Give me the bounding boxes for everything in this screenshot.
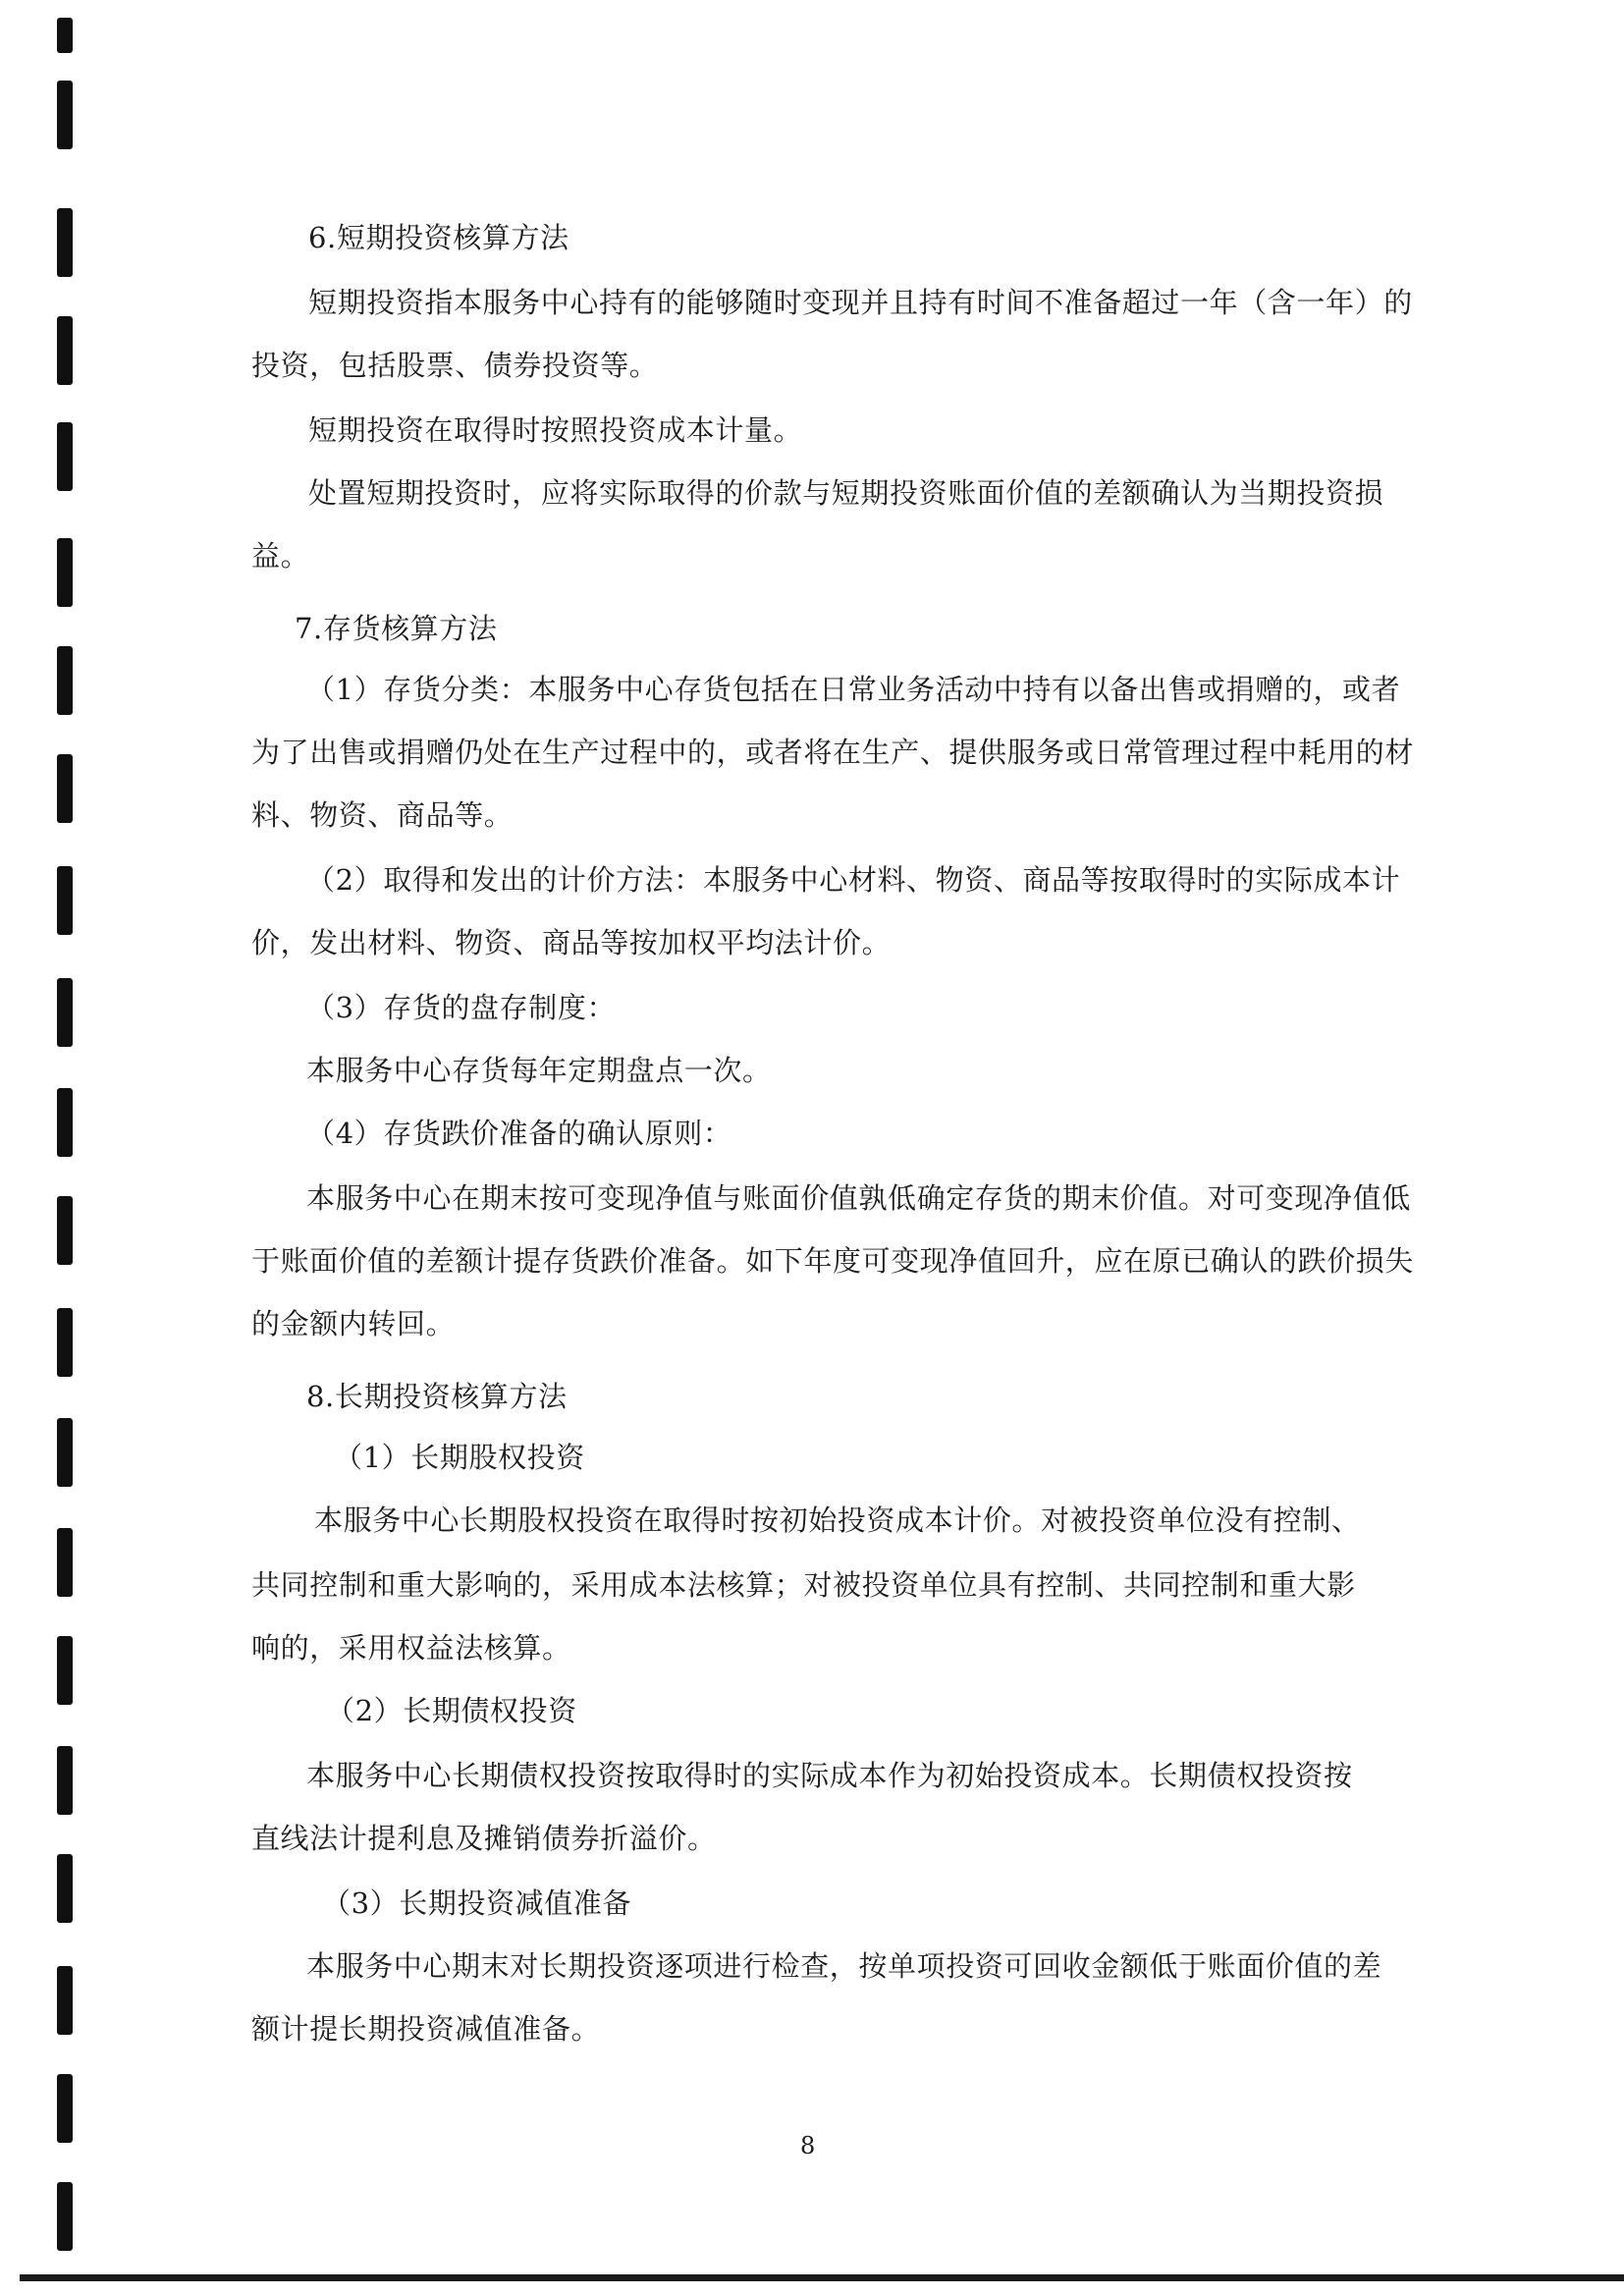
paragraph-line: （1）存货分类：本服务中心存货包括在日常业务活动中持有以备出售或捐赠的，或者 xyxy=(306,673,1401,706)
binding-mark xyxy=(57,1636,73,1705)
paragraph-line: 料、物资、商品等。 xyxy=(251,798,514,832)
binding-mark xyxy=(57,81,73,149)
bottom-edge-rule xyxy=(20,2274,1624,2281)
binding-mark xyxy=(57,316,73,385)
paragraph-line: 益。 xyxy=(251,539,310,573)
section-8-title: 8.长期投资核算方法 xyxy=(306,1380,568,1413)
paragraph-line: 短期投资指本服务中心持有的能够随时变现并且持有时间不准备超过一年（含一年）的 xyxy=(308,286,1413,319)
paragraph-line: 投资，包括股票、债券投资等。 xyxy=(251,349,659,382)
binding-mark xyxy=(57,208,73,277)
binding-mark xyxy=(57,866,73,935)
binding-mark xyxy=(57,754,73,823)
paragraph-line: 于账面价值的差额计提存货跌价准备。如下年度可变现净值回升，应在原已确认的跌价损失 xyxy=(251,1244,1415,1278)
paragraph-line: 本服务中心期末对长期投资逐项进行检查，按单项投资可回收金额低于账面价值的差 xyxy=(306,1949,1382,1983)
binding-mark xyxy=(57,1308,73,1377)
binding-mark xyxy=(57,1418,73,1487)
binding-mark xyxy=(57,18,73,53)
paragraph-line: 额计提长期投资减值准备。 xyxy=(251,2012,601,2046)
paragraph-line: 处置短期投资时，应将实际取得的价款与短期投资账面价值的差额确认为当期投资损 xyxy=(308,476,1384,510)
paragraph-line: 共同控制和重大影响的，采用成本法核算；对被投资单位具有控制、共同控制和重大影 xyxy=(251,1568,1356,1602)
paragraph-line: （3）长期投资减值准备 xyxy=(322,1886,632,1920)
paragraph-line: 本服务中心长期债权投资按取得时的实际成本作为初始投资成本。长期债权投资按 xyxy=(306,1759,1353,1792)
binding-mark xyxy=(57,978,73,1047)
paragraph-line: 的金额内转回。 xyxy=(251,1307,456,1340)
binding-mark xyxy=(57,1528,73,1597)
paragraph-line: （4）存货跌价准备的确认原则： xyxy=(306,1117,732,1150)
paragraph-line: （2）长期债权投资 xyxy=(326,1694,577,1727)
binding-mark xyxy=(57,1746,73,1815)
paragraph-line: 价，发出材料、物资、商品等按加权平均法计价。 xyxy=(251,926,892,959)
binding-mark xyxy=(57,2182,73,2251)
paragraph-line: 为了出售或捐赠仍处在生产过程中的，或者将在生产、提供服务或日常管理过程中耗用的材 xyxy=(251,736,1415,769)
paragraph-line: 本服务中心长期股权投资在取得时按初始投资成本计价。对被投资单位没有控制、 xyxy=(314,1503,1361,1537)
binding-mark xyxy=(57,646,73,715)
paragraph-line: （3）存货的盘存制度： xyxy=(306,991,617,1024)
section-6-title: 6.短期投资核算方法 xyxy=(308,221,569,254)
paragraph-line: 直线法计提利息及摊销债券折溢价。 xyxy=(251,1822,717,1855)
binding-mark xyxy=(57,2074,73,2143)
paragraph-line: 短期投资在取得时按照投资成本计量。 xyxy=(308,413,803,447)
binding-mark xyxy=(57,422,73,491)
binding-mark xyxy=(57,1854,73,1923)
paragraph-line: 本服务中心存货每年定期盘点一次。 xyxy=(306,1054,772,1087)
section-7-title: 7.存货核算方法 xyxy=(295,612,498,645)
paragraph-line: 响的，采用权益法核算。 xyxy=(251,1631,571,1665)
binding-mark xyxy=(57,1088,73,1157)
binding-mark xyxy=(57,1966,73,2035)
page-number: 8 xyxy=(800,2132,816,2159)
binding-mark xyxy=(57,538,73,607)
binding-mark xyxy=(57,1196,73,1265)
paragraph-line: 本服务中心在期末按可变现净值与账面价值孰低确定存货的期末价值。对可变现净值低 xyxy=(306,1181,1411,1215)
paragraph-line: （2）取得和发出的计价方法：本服务中心材料、物资、商品等按取得时的实际成本计 xyxy=(306,863,1401,897)
paragraph-line: （1）长期股权投资 xyxy=(334,1441,585,1474)
